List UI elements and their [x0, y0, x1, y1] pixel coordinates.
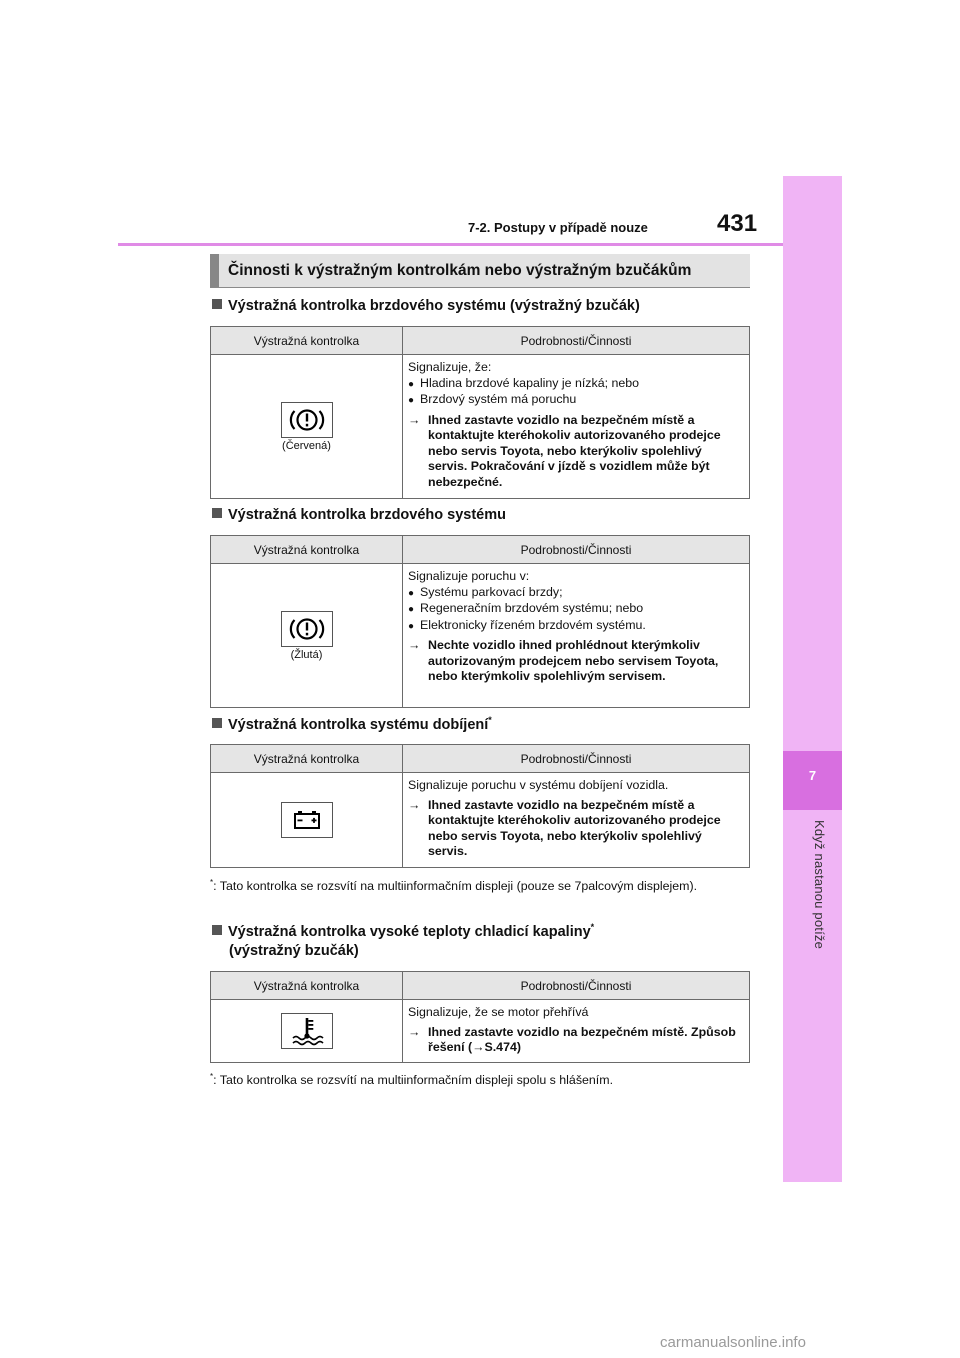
list-item: ● Regeneračním brzdovém systému; nebo [408, 601, 744, 618]
indicator-color-label: (Červená) [282, 439, 331, 452]
footnote: *: Tato kontrolka se rozsvítí na multiinformačním displeji spolu s hlášením. [210, 1072, 614, 1088]
brake-warning-icon [281, 611, 333, 647]
footnote: *: Tato kontrolka se rozsvítí na multiinformačním displeji (pouze se 7palcovým displejem). [210, 878, 698, 894]
section-heading-brake-buzzer: Výstražná kontrolka brzdového systému (výstražný bzučák) [212, 298, 640, 314]
details-intro: Signalizuje poruchu v systému dobíjení vozidla. [408, 778, 669, 792]
action-text: → Ihned zastavte vozidlo na bezpečném místě a kontaktujte kteréhokoliv autorizovaného prodejce nebo servis Toyota, nebo kterýkoliv spolehlivý servis. [408, 797, 721, 858]
col-header-indicator: Výstražná kontrolka [211, 536, 403, 564]
chapter-number: 7 [808, 768, 817, 783]
list-item: ● Systému parkovací brzdy; [408, 585, 744, 602]
action-text: → Nechte vozidlo ihned prohlédnout kterýmkoliv autorizovaným prodejcem nebo servisem Toyota, nebo kterýmkoliv spolehlivým servisem. [408, 638, 719, 683]
page-number: 431 [717, 210, 758, 237]
col-header-details: Podrobnosti/Činnosti [403, 745, 750, 773]
table-brake-red [210, 326, 750, 499]
section-header: 7-2. Postupy v případě nouze [468, 220, 648, 235]
col-header-details: Podrobnosti/Činnosti [403, 536, 750, 564]
col-header-indicator: Výstražná kontrolka [211, 745, 403, 773]
col-header-indicator: Výstražná kontrolka [211, 327, 403, 355]
col-header-details: Podrobnosti/Činnosti [403, 972, 750, 1000]
list-item: ● Elektronicky řízeném brzdovém systému. [408, 618, 744, 635]
details-cell [403, 1000, 750, 1063]
chapter-tab-strip [783, 176, 842, 1182]
action-text: → Ihned zastavte vozidlo na bezpečném místě. Způsob řešení (→S.474) [408, 1024, 736, 1054]
header-rule [118, 243, 783, 246]
details-intro: Signalizuje, že se motor přehřívá [408, 1005, 589, 1019]
arrow-icon: → [408, 1024, 421, 1039]
details-cell [403, 564, 750, 708]
section-heading-coolant: Výstražná kontrolka vysoké teploty chladicí kapaliny* [212, 922, 594, 940]
table-charging [210, 744, 750, 868]
details-cell [403, 773, 750, 868]
list-item: ● Brzdový systém má poruchu [408, 392, 744, 409]
section-heading-coolant-line2: (výstražný bzučák) [229, 943, 359, 959]
coolant-temperature-icon [281, 1013, 333, 1049]
action-text: → Ihned zastavte vozidlo na bezpečném místě a kontaktujte kteréhokoliv autorizovaného prodejce nebo servis Toyota, nebo kterýkoliv spolehlivý servis. Pokračování v jízdě s vozidlem může být nebezpečné. [408, 412, 721, 489]
table-coolant [210, 971, 750, 1063]
table-brake-yellow [210, 535, 750, 708]
brake-warning-icon [281, 402, 333, 438]
arrow-icon: → [408, 412, 421, 427]
chapter-title: Když nastanou potíže [812, 820, 827, 950]
details-cell [403, 355, 750, 499]
col-header-details: Podrobnosti/Činnosti [403, 327, 750, 355]
arrow-icon: → [408, 797, 421, 812]
details-intro: Signalizuje, že: [408, 360, 492, 374]
arrow-icon: → [408, 638, 421, 652]
page-title: Činnosti k výstražným kontrolkám nebo výstražným bzučákům [210, 254, 750, 288]
indicator-color-label: (Žlutá) [290, 648, 323, 661]
details-intro: Signalizuje poruchu v: [408, 569, 530, 583]
list-item: ● Hladina brzdové kapaliny je nízká; nebo [408, 376, 744, 393]
section-heading-charging: Výstražná kontrolka systému dobíjení* [212, 715, 492, 733]
section-heading-brake: Výstražná kontrolka brzdového systému [212, 507, 506, 523]
col-header-indicator: Výstražná kontrolka [211, 972, 403, 1000]
watermark: carmanualsonline.info [660, 1334, 806, 1351]
battery-icon [281, 802, 333, 838]
